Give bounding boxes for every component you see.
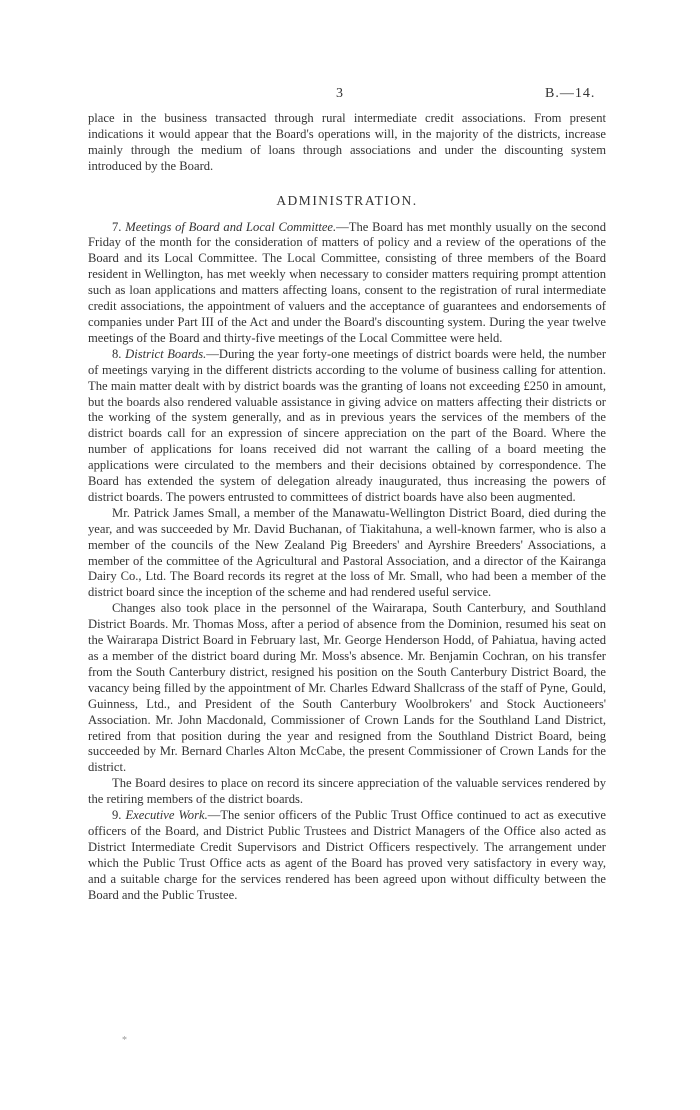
paragraph-appreciation: The Board desires to place on record its sincere appreciation of the valuable services rendered by the retiring members of the district boards. xyxy=(88,776,606,807)
document-reference: B.—14. xyxy=(545,86,596,101)
paragraph-8 xyxy=(88,347,606,506)
paragraph-title: District Boards. xyxy=(125,346,207,361)
paragraph-text: —During the year forty-one meetings of district boards were held, the number of meetings varying in the different districts according to the volume of business calling for attention. The main matter dealt with by district boards was the granting of loans not exceeding £250 in amount, but the boards also rendered valuable assistance in giving advice on matters affecting their districts or the working of the system generally, and as in previous years the services of the members of the district boards call for an expression of sincere appreciation on the part of the Board. Where the number of applications for loans received did not warrant the calling of a board meeting the applications were circulated to the members and their decisions obtained by correspondence. The Board has extended the system of delegation already inaugurated, thus increasing the powers of district boards. The powers entrusted to committees of district boards have also been augmented. xyxy=(88,346,607,504)
paragraph-text: —The Board has met monthly usually on the second Friday of the month for the consideration of matters of policy and a review of the operations of the Board and its Local Committee. The Local Committee, consisting of three members of the Board resident in Wellington, has met weekly when necessary to consider matters requiring prompt attention such as loan applications and matters affecting loans, consent to the registration of rural intermediate credit associations, the appointment of valuers and the acceptance of guarantees and endorsements of companies under Part III of the Act and under the Board's discounting system. During the year twelve meetings of the Board and thirty-five meetings of the Local Committee were held. xyxy=(88,219,606,345)
paragraph-title: Meetings of Board and Local Committee. xyxy=(125,219,337,234)
footer-mark: * xyxy=(122,1035,127,1046)
paragraph-number: 7. xyxy=(112,219,122,234)
paragraph-9 xyxy=(88,808,606,903)
paragraph-number: 9. xyxy=(112,808,122,823)
paragraph-small: Mr. Patrick James Small, a member of the Manawatu-Wellington District Board, died during the year, and was succeeded by Mr. David Buchanan, of Tiakitahuna, a well-known farmer, who is also a member of the councils of the New Zealand Pig Breeders' and Ayrshire Breeders' Associations, a member of the committee of the Agricultural and Pastoral Association, and a director of the Kairanga Dairy Co., Ltd. The Board records its regret at the loss of Mr. Small, who had been a member of the district board since the inception of the scheme and had rendered useful service. xyxy=(88,505,606,600)
paragraph-changes: Changes also took place in the personnel of the Wairarapa, South Canterbury, and Southland District Boards. Mr. Thomas Moss, after a period of absence from the Dominion, resumed his seat on the Wairarapa District Board in February last, Mr. George Henderson Hodd, of Pahiatua, having acted as a member of the district board during Mr. Moss's absence. Mr. Benjamin Cochran, on his transfer from the South Canterbury district, resigned his position on the South Canterbury District Board, the vacancy being filled by the appointment of Mr. Charles Edward Shallcrass of the staff of Pyne, Gould, Guinness, Ltd., and President of the South Canterbury Woolbrokers' and Stock Auctioneers' Association. Mr. John Macdonald, Commissioner of Crown Lands for the Southland Land District, retired from that position during the year and resigned from the Southland District Board, being succeeded by Mr. Bernard Charles Alton McCabe, the present Commissioner of Crown Lands for the district. xyxy=(88,601,606,775)
document-body xyxy=(88,111,606,904)
intro-paragraph: place in the business transacted through rural intermediate credit associations. From present indications it would appear that the Board's operations will, in the majority of the districts, increase mainly through the medium of loans through associations and under the discounting system introduced by the Board. xyxy=(88,111,606,173)
paragraph-text: —The senior officers of the Public Trust Office continued to act as executive officers of the Board, and District Public Trustees and District Managers of the Office also acted as District Intermediate Credit Supervisors and District Officers respectively. The arrangement under which the Public Trust Office acts as agent of the Board has proved very satisfactory in every way, and a suitable charge for the services rendered has been agreed upon without difficulty between the Board and the Public Trustee. xyxy=(88,808,606,902)
paragraph-7 xyxy=(88,220,606,347)
section-heading: ADMINISTRATION. xyxy=(276,192,418,208)
paragraph-title: Executive Work. xyxy=(125,808,208,823)
paragraph-number: 8. xyxy=(112,346,122,361)
page-number: 3 xyxy=(336,86,344,101)
